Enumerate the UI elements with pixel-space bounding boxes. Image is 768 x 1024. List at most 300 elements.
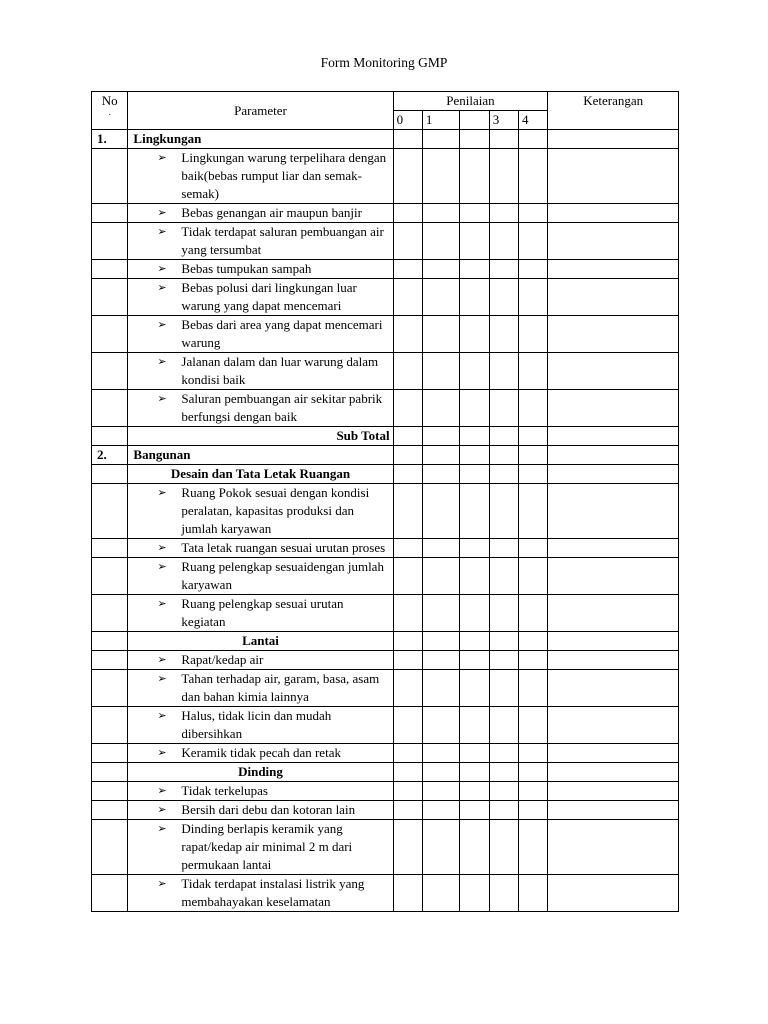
parameter-text: Lingkungan warung terpelihara dengan baik(bebas rumput liar dan semak-semak) [181, 150, 387, 201]
bullet-item [131, 670, 389, 706]
parameter-text: Jalanan dalam dan luar warung dalam kondisi baik [181, 354, 379, 387]
score-cell[interactable] [393, 670, 422, 707]
parameter-cell [128, 782, 393, 801]
number-cell [92, 744, 128, 763]
bullet-item [131, 316, 389, 352]
form-title: Form Monitoring GMP [320, 55, 448, 70]
score-cell[interactable] [489, 316, 518, 353]
score-cell[interactable] [393, 484, 422, 539]
number-cell [92, 204, 128, 223]
parameter-text: Ruang pelengkap sesuai urutan kegiatan [181, 596, 344, 629]
parameter-cell [128, 223, 393, 260]
bullet-item [131, 484, 389, 538]
score-cell[interactable] [489, 427, 518, 446]
score-cell[interactable] [422, 427, 459, 446]
score-cell[interactable] [422, 465, 459, 484]
arrow-bullet-icon: ➢ [157, 207, 167, 219]
parameter-cell [128, 558, 393, 595]
score-cell[interactable] [489, 763, 518, 782]
score-cell[interactable] [460, 316, 489, 353]
score-cell[interactable] [393, 149, 422, 204]
bullet-item [131, 875, 389, 911]
item-row [92, 353, 679, 390]
parameter-text: Bersih dari debu dan kotoran lain [181, 802, 356, 817]
subheading-row [92, 763, 679, 782]
arrow-bullet-icon: ➢ [157, 356, 167, 368]
score-cell[interactable] [422, 390, 459, 427]
item-row [92, 744, 679, 763]
score-cell[interactable] [489, 279, 518, 316]
parameter-cell [128, 149, 393, 204]
section-title: Bangunan [128, 446, 393, 465]
parameter-text: Saluran pembuangan air sekitar pabrik berfungsi dengan baik [181, 391, 383, 424]
score-cell[interactable] [422, 558, 459, 595]
bullet-item [131, 801, 389, 819]
header-no-label: No [101, 93, 118, 108]
keterangan-cell[interactable] [548, 632, 679, 651]
parameter-cell [128, 651, 393, 670]
keterangan-cell[interactable] [548, 801, 679, 820]
parameter-cell [128, 801, 393, 820]
score-cell[interactable] [393, 427, 422, 446]
score-cell[interactable] [393, 465, 422, 484]
item-row [92, 670, 679, 707]
item-row [92, 223, 679, 260]
bullet-item [131, 707, 389, 743]
arrow-bullet-icon: ➢ [157, 263, 167, 275]
score-cell[interactable] [460, 353, 489, 390]
score-cell[interactable] [393, 223, 422, 260]
score-cell[interactable] [489, 707, 518, 744]
score-cell[interactable] [489, 651, 518, 670]
score-cell[interactable] [460, 651, 489, 670]
arrow-bullet-icon: ➢ [157, 710, 167, 722]
keterangan-cell[interactable] [548, 782, 679, 801]
parameter-text: Ruang Pokok sesuai dengan kondisi peralatan, kapasitas produksi dan jumlah karyawan [181, 485, 370, 536]
score-cell[interactable] [489, 875, 518, 912]
score-cell[interactable] [422, 651, 459, 670]
score-cell[interactable] [519, 558, 548, 595]
score-cell[interactable] [393, 782, 422, 801]
score-cell[interactable] [460, 744, 489, 763]
number-cell [92, 427, 128, 446]
bullet-item [131, 558, 389, 594]
score-cell[interactable] [422, 632, 459, 651]
score-cell[interactable] [393, 744, 422, 763]
score-cell[interactable] [393, 353, 422, 390]
number-cell [92, 465, 128, 484]
score-cell[interactable] [489, 539, 518, 558]
score-cell[interactable] [422, 484, 459, 539]
score-cell[interactable] [489, 390, 518, 427]
subheading: Lantai [128, 632, 393, 651]
arrow-bullet-icon: ➢ [157, 823, 167, 835]
score-cell[interactable] [422, 670, 459, 707]
score-cell[interactable] [460, 558, 489, 595]
subheading-row [92, 632, 679, 651]
score-cell[interactable] [519, 465, 548, 484]
score-cell[interactable] [460, 149, 489, 204]
number-cell [92, 801, 128, 820]
score-cell[interactable] [460, 484, 489, 539]
number-cell [92, 875, 128, 912]
score-cell[interactable] [519, 484, 548, 539]
score-cell[interactable] [422, 279, 459, 316]
item-row [92, 539, 679, 558]
score-cell[interactable] [393, 130, 422, 149]
parameter-cell [128, 316, 393, 353]
score-cell[interactable] [460, 390, 489, 427]
score-cell[interactable] [393, 632, 422, 651]
score-cell[interactable] [519, 260, 548, 279]
item-row [92, 279, 679, 316]
score-cell[interactable] [489, 744, 518, 763]
parameter-cell [128, 670, 393, 707]
parameter-text: Bebas dari area yang dapat mencemari warung [181, 317, 383, 350]
keterangan-cell[interactable] [548, 744, 679, 763]
score-cell[interactable] [489, 782, 518, 801]
score-cell[interactable] [422, 801, 459, 820]
score-cell[interactable] [460, 446, 489, 465]
score-cell[interactable] [519, 875, 548, 912]
score-cell[interactable] [519, 204, 548, 223]
keterangan-cell[interactable] [548, 595, 679, 632]
score-cell[interactable] [460, 130, 489, 149]
keterangan-cell[interactable] [548, 130, 679, 149]
item-row [92, 820, 679, 875]
score-cell[interactable] [422, 820, 459, 875]
score-cell[interactable] [422, 539, 459, 558]
item-row [92, 875, 679, 912]
score-cell[interactable] [422, 782, 459, 801]
keterangan-cell[interactable] [548, 427, 679, 446]
score-cell[interactable] [489, 595, 518, 632]
keterangan-cell[interactable] [548, 279, 679, 316]
number-cell [92, 149, 128, 204]
arrow-bullet-icon: ➢ [157, 598, 167, 610]
arrow-bullet-icon: ➢ [157, 319, 167, 331]
score-cell[interactable] [460, 670, 489, 707]
score-cell[interactable] [519, 801, 548, 820]
arrow-bullet-icon: ➢ [157, 878, 167, 890]
keterangan-cell[interactable] [548, 875, 679, 912]
score-cell[interactable] [393, 204, 422, 223]
number-cell [92, 223, 128, 260]
score-cell[interactable] [519, 353, 548, 390]
score-cell[interactable] [489, 260, 518, 279]
number-cell [92, 670, 128, 707]
score-cell[interactable] [489, 149, 518, 204]
item-row [92, 260, 679, 279]
section-number: 1. [92, 130, 128, 149]
score-cell[interactable] [519, 782, 548, 801]
number-cell [92, 632, 128, 651]
arrow-bullet-icon: ➢ [157, 393, 167, 405]
keterangan-cell[interactable] [548, 204, 679, 223]
parameter-cell [128, 539, 393, 558]
section-row [92, 446, 679, 465]
header-parameter: Parameter [128, 92, 393, 130]
section-title: Lingkungan [128, 130, 393, 149]
bullet-item [131, 260, 389, 278]
keterangan-cell[interactable] [548, 223, 679, 260]
number-cell [92, 595, 128, 632]
score-cell[interactable] [460, 223, 489, 260]
number-cell [92, 707, 128, 744]
parameter-text: Dinding berlapis keramik yang rapat/kedap air minimal 2 m dari permukaan lantai [181, 821, 353, 872]
score-cell[interactable] [393, 390, 422, 427]
subheading-row [92, 465, 679, 484]
bullet-item [131, 223, 389, 259]
keterangan-cell[interactable] [548, 651, 679, 670]
monitoring-table [91, 91, 679, 912]
item-row [92, 484, 679, 539]
number-cell [92, 279, 128, 316]
bullet-item [131, 390, 389, 426]
score-cell[interactable] [489, 465, 518, 484]
score-cell[interactable] [489, 130, 518, 149]
subtotal-label: Sub Total [128, 427, 393, 446]
score-cell[interactable] [519, 670, 548, 707]
score-cell[interactable] [460, 820, 489, 875]
score-cell[interactable] [393, 707, 422, 744]
subheading: Dinding [128, 763, 393, 782]
item-row [92, 390, 679, 427]
score-header: 4 [519, 111, 548, 130]
score-cell[interactable] [422, 130, 459, 149]
score-cell[interactable] [422, 204, 459, 223]
score-cell[interactable] [393, 279, 422, 316]
score-cell[interactable] [422, 223, 459, 260]
keterangan-cell[interactable] [548, 763, 679, 782]
score-cell[interactable] [422, 744, 459, 763]
score-cell[interactable] [519, 820, 548, 875]
parameter-text: Tidak terdapat saluran pembuangan air yang tersumbat [181, 224, 384, 257]
score-header [460, 111, 489, 130]
score-cell[interactable] [422, 763, 459, 782]
keterangan-cell[interactable] [548, 260, 679, 279]
section-number: 2. [92, 446, 128, 465]
keterangan-cell[interactable] [548, 353, 679, 390]
arrow-bullet-icon: ➢ [157, 226, 167, 238]
score-cell[interactable] [422, 316, 459, 353]
number-cell [92, 782, 128, 801]
score-cell[interactable] [393, 558, 422, 595]
score-cell[interactable] [489, 353, 518, 390]
item-row [92, 204, 679, 223]
score-cell[interactable] [519, 149, 548, 204]
score-cell[interactable] [393, 539, 422, 558]
item-row [92, 558, 679, 595]
score-cell[interactable] [519, 744, 548, 763]
item-row [92, 782, 679, 801]
score-cell[interactable] [460, 707, 489, 744]
keterangan-cell[interactable] [548, 446, 679, 465]
keterangan-cell[interactable] [548, 670, 679, 707]
keterangan-cell[interactable] [548, 820, 679, 875]
item-row [92, 651, 679, 670]
parameter-cell [128, 595, 393, 632]
parameter-cell [128, 875, 393, 912]
score-cell[interactable] [460, 279, 489, 316]
score-cell[interactable] [519, 223, 548, 260]
parameter-text: Tidak terkelupas [181, 783, 268, 798]
score-cell[interactable] [460, 204, 489, 223]
score-cell[interactable] [393, 651, 422, 670]
score-cell[interactable] [460, 801, 489, 820]
bullet-item [131, 149, 389, 203]
keterangan-cell[interactable] [548, 390, 679, 427]
parameter-cell [128, 353, 393, 390]
subheading: Desain dan Tata Letak Ruangan [128, 465, 393, 484]
header-row [92, 92, 679, 111]
keterangan-cell[interactable] [548, 558, 679, 595]
number-cell [92, 484, 128, 539]
parameter-cell [128, 279, 393, 316]
score-cell[interactable] [519, 446, 548, 465]
bullet-item [131, 279, 389, 315]
score-cell[interactable] [519, 651, 548, 670]
score-cell[interactable] [393, 316, 422, 353]
score-cell[interactable] [519, 390, 548, 427]
score-header: 0 [393, 111, 422, 130]
keterangan-cell[interactable] [548, 539, 679, 558]
score-cell[interactable] [489, 446, 518, 465]
score-cell[interactable] [519, 427, 548, 446]
header-no-dot: . [108, 108, 111, 117]
parameter-text: Halus, tidak licin dan mudah dibersihkan [181, 708, 332, 741]
arrow-bullet-icon: ➢ [157, 654, 167, 666]
score-cell[interactable] [519, 763, 548, 782]
parameter-text: Ruang pelengkap sesuaidengan jumlah karyawan [181, 559, 384, 592]
arrow-bullet-icon: ➢ [157, 747, 167, 759]
score-cell[interactable] [393, 763, 422, 782]
score-cell[interactable] [422, 149, 459, 204]
score-cell[interactable] [519, 632, 548, 651]
header-keterangan: Keterangan [548, 92, 679, 130]
score-cell[interactable] [489, 223, 518, 260]
score-cell[interactable] [422, 353, 459, 390]
arrow-bullet-icon: ➢ [157, 673, 167, 685]
parameter-text: Tahan terhadap air, garam, basa, asam dan bahan kimia lainnya [181, 671, 380, 704]
score-cell[interactable] [460, 782, 489, 801]
bullet-item [131, 353, 389, 389]
arrow-bullet-icon: ➢ [157, 785, 167, 797]
score-cell[interactable] [489, 670, 518, 707]
score-cell[interactable] [519, 707, 548, 744]
keterangan-cell[interactable] [548, 707, 679, 744]
parameter-cell [128, 744, 393, 763]
header-penilaian: Penilaian [393, 92, 548, 111]
parameter-text: Rapat/kedap air [181, 652, 264, 667]
parameter-cell [128, 484, 393, 539]
score-cell[interactable] [489, 558, 518, 595]
parameter-text: Bebas genangan air maupun banjir [181, 205, 362, 220]
score-header: 3 [489, 111, 518, 130]
score-cell[interactable] [422, 446, 459, 465]
score-cell[interactable] [393, 820, 422, 875]
score-cell[interactable] [393, 801, 422, 820]
score-cell[interactable] [422, 875, 459, 912]
bullet-item [131, 820, 389, 874]
item-row [92, 707, 679, 744]
item-row [92, 595, 679, 632]
score-cell[interactable] [460, 465, 489, 484]
score-cell[interactable] [422, 707, 459, 744]
number-cell [92, 651, 128, 670]
score-cell[interactable] [489, 820, 518, 875]
score-cell[interactable] [460, 595, 489, 632]
score-cell[interactable] [422, 260, 459, 279]
score-header: 1 [422, 111, 459, 130]
keterangan-cell[interactable] [548, 465, 679, 484]
bullet-item [131, 595, 389, 631]
score-cell[interactable] [460, 539, 489, 558]
score-cell[interactable] [460, 875, 489, 912]
number-cell [92, 390, 128, 427]
item-row [92, 316, 679, 353]
score-cell[interactable] [393, 260, 422, 279]
number-cell [92, 763, 128, 782]
parameter-cell [128, 390, 393, 427]
item-row [92, 149, 679, 204]
bullet-item [131, 782, 389, 800]
arrow-bullet-icon: ➢ [157, 561, 167, 573]
score-cell[interactable] [489, 484, 518, 539]
keterangan-cell[interactable] [548, 484, 679, 539]
arrow-bullet-icon: ➢ [157, 282, 167, 294]
parameter-text: Tidak terdapat instalasi listrik yang membahayakan keselamatan [181, 876, 365, 909]
score-cell[interactable] [393, 595, 422, 632]
bullet-item [131, 539, 389, 557]
score-cell[interactable] [489, 204, 518, 223]
arrow-bullet-icon: ➢ [157, 804, 167, 816]
parameter-text: Bebas polusi dari lingkungan luar warung yang dapat mencemari [181, 280, 357, 313]
score-cell[interactable] [460, 763, 489, 782]
keterangan-cell[interactable] [548, 149, 679, 204]
parameter-text: Keramik tidak pecah dan retak [181, 745, 341, 760]
number-cell [92, 316, 128, 353]
score-cell[interactable] [519, 130, 548, 149]
parameter-cell [128, 707, 393, 744]
bullet-item [131, 651, 389, 669]
score-cell[interactable] [489, 801, 518, 820]
score-cell[interactable] [422, 595, 459, 632]
parameter-cell [128, 260, 393, 279]
score-cell[interactable] [393, 446, 422, 465]
score-cell[interactable] [519, 316, 548, 353]
number-cell [92, 539, 128, 558]
header-no [92, 92, 128, 130]
number-cell [92, 353, 128, 390]
parameter-text: Tata letak ruangan sesuai urutan proses [181, 540, 386, 555]
keterangan-cell[interactable] [548, 316, 679, 353]
score-cell[interactable] [393, 875, 422, 912]
score-cell[interactable] [519, 595, 548, 632]
score-cell[interactable] [460, 427, 489, 446]
score-cell[interactable] [460, 260, 489, 279]
item-row [92, 801, 679, 820]
score-cell[interactable] [519, 539, 548, 558]
score-cell[interactable] [519, 279, 548, 316]
score-cell[interactable] [460, 632, 489, 651]
arrow-bullet-icon: ➢ [157, 152, 167, 164]
number-cell [92, 558, 128, 595]
arrow-bullet-icon: ➢ [157, 542, 167, 554]
number-cell [92, 260, 128, 279]
bullet-item [131, 744, 389, 762]
score-cell[interactable] [489, 632, 518, 651]
